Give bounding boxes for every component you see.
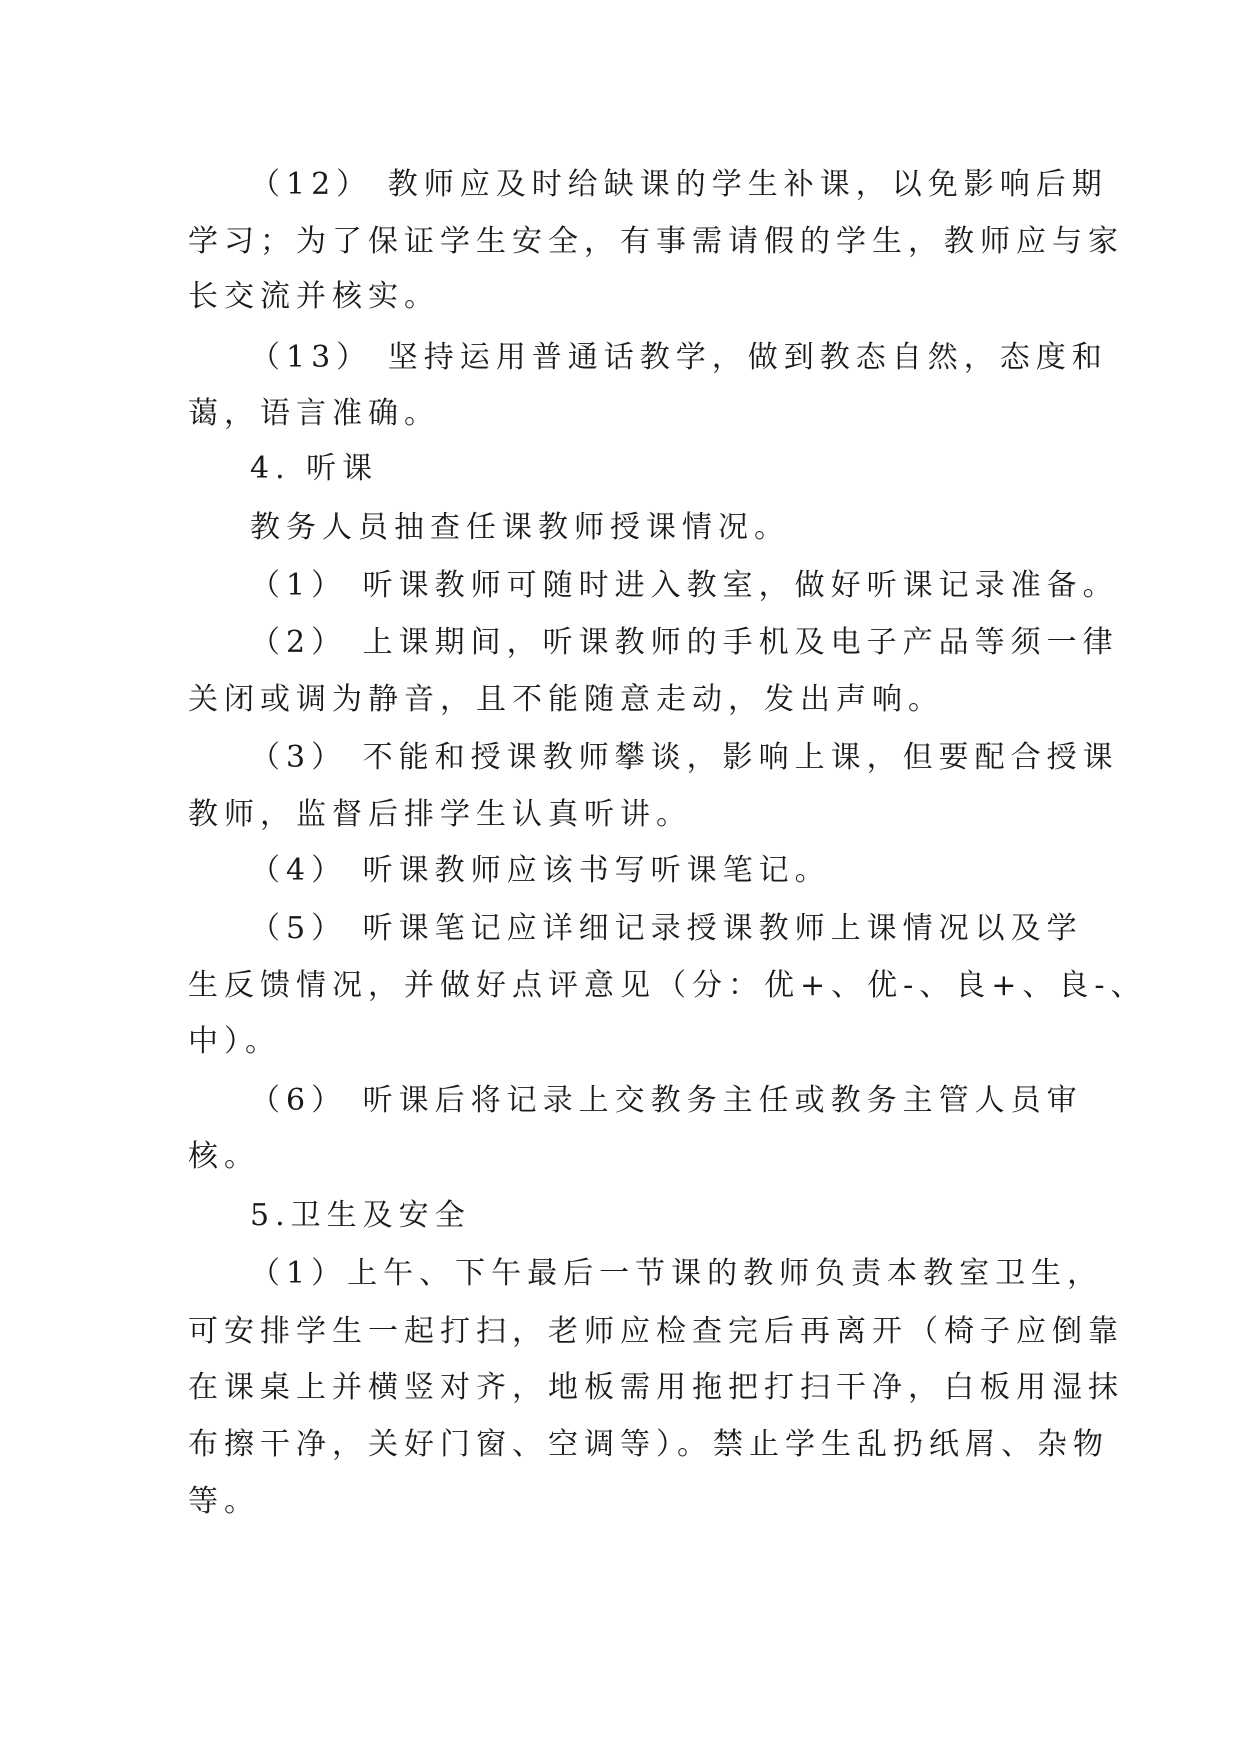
listen-item-3-line-2: 教师，监督后排学生认真听讲。 xyxy=(188,797,692,832)
item-12-line-2: 学习；为了保证学生安全，有事需请假的学生，教师应与家 xyxy=(188,224,1124,259)
listen-item-2-line-1: （2） 上课期间，听课教师的手机及电子产品等须一律 xyxy=(250,625,1119,660)
item-13-line-2: 蔼，语言准确。 xyxy=(188,396,440,431)
hygiene-item-1-line-1: （1）上午、下午最后一节课的教师负责本教室卫生， xyxy=(250,1256,1104,1291)
item-12-line-1: （12） 教师应及时给缺课的学生补课，以免影响后期 xyxy=(250,167,1108,202)
hygiene-item-1-line-3: 在课桌上并横竖对齐，地板需用拖把打扫干净，白板用湿抹 xyxy=(188,1370,1124,1405)
section-4-heading: 4. 听课 xyxy=(250,451,379,486)
item-13-line-1: （13） 坚持运用普通话教学，做到教态自然，态度和 xyxy=(250,340,1108,375)
hygiene-item-1-line-2: 可安排学生一起打扫，老师应检查完后再离开（椅子应倒靠 xyxy=(188,1314,1124,1349)
listen-item-2-line-2: 关闭或调为静音，且不能随意走动，发出声响。 xyxy=(188,682,944,717)
listen-item-6-line-1: （6） 听课后将记录上交教务主任或教务主管人员审 xyxy=(250,1083,1083,1118)
listen-item-5-line-3: 中）。 xyxy=(188,1024,281,1059)
hygiene-item-1-line-5: 等。 xyxy=(188,1484,260,1519)
listen-item-1: （1） 听课教师可随时进入教室，做好听课记录准备。 xyxy=(250,568,1119,603)
listen-item-5-line-1: （5） 听课笔记应详细记录授课教师上课情况以及学 xyxy=(250,911,1083,946)
section-5-heading: 5.卫生及安全 xyxy=(250,1198,471,1233)
section-4-intro: 教务人员抽查任课教师授课情况。 xyxy=(250,510,790,545)
listen-item-5-line-2: 生反馈情况，并做好点评意见（分：优+、优-、良+、良-、 xyxy=(188,968,1147,1003)
listen-item-3-line-1: （3） 不能和授课教师攀谈，影响上课，但要配合授课 xyxy=(250,740,1119,775)
listen-item-4: （4） 听课教师应该书写听课笔记。 xyxy=(250,853,831,888)
hygiene-item-1-line-4: 布擦干净，关好门窗、空调等）。禁止学生乱扔纸屑、杂物 xyxy=(188,1427,1109,1462)
listen-item-6-line-2: 核。 xyxy=(188,1139,260,1174)
item-12-line-3: 长交流并核实。 xyxy=(188,279,440,314)
